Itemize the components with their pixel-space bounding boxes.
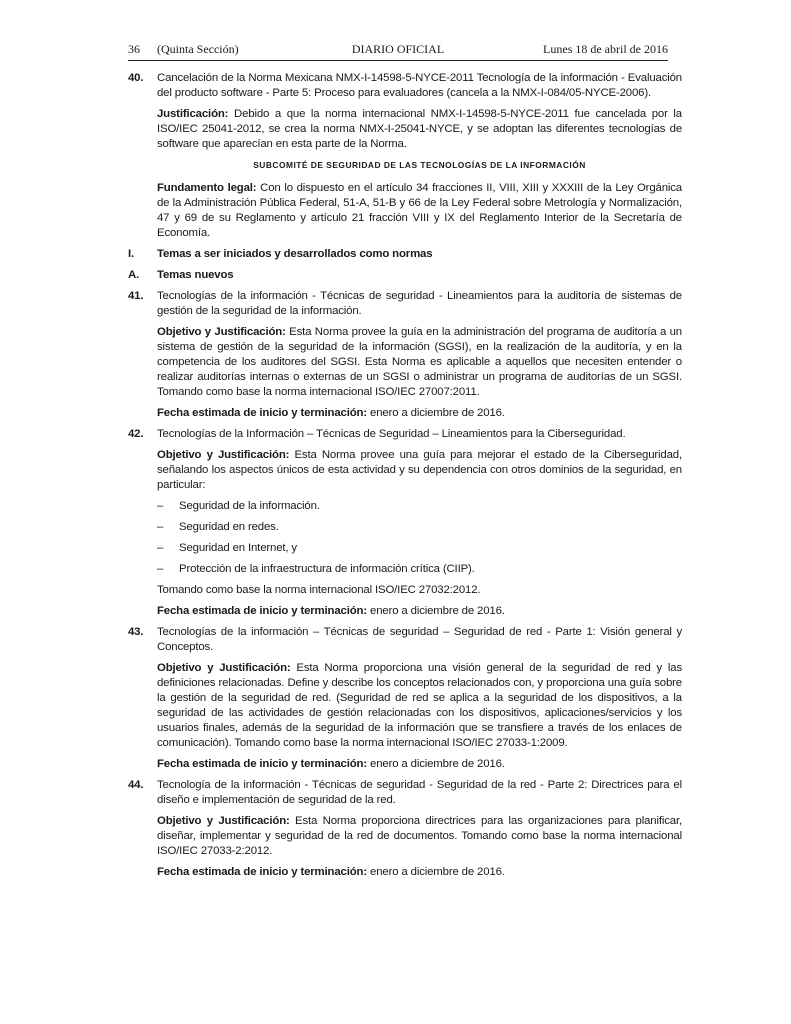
objective-text: Esta Norma proporciona directrices para las organizaciones para planificar, diseñar, implementar y seguridad de la red de documentos. Tomando como base la norma internacional ISO/IEC 27033-2:2012. bbox=[157, 815, 683, 857]
objective-paragraph bbox=[128, 661, 682, 751]
justification-label: Justificación: bbox=[157, 108, 229, 120]
item-title: Tecnología de la información - Técnicas de seguridad - Seguridad de la red - Parte 2: Directrices para el diseño e implementación de seguridad de la red. bbox=[157, 779, 682, 806]
date-label: Fecha estimada de inicio y terminación: bbox=[157, 758, 368, 770]
item-title: Tecnologías de la información – Técnicas de seguridad – Seguridad de red - Parte 1: Visión general y Conceptos. bbox=[157, 626, 682, 653]
dash-marker: – bbox=[157, 563, 164, 575]
objective-paragraph bbox=[128, 814, 682, 859]
justification-text: Debido a que la norma internacional NMX-I-14598-5-NYCE-2011 fue cancelada por la ISO/IEC 25041-2012, se crea la norma NMX-I-25041-NYCE, y se adoptan las diferentes tecnologías de software que aparecían en esta parte de la Norma. bbox=[157, 108, 682, 150]
objective-label: Objetivo y Justificación: bbox=[157, 449, 290, 461]
objective-text: Esta Norma provee una guía para mejorar el estado de la Ciberseguridad, señalando los aspectos únicos de esta actividad y su dependencia con otros dominios de la seguridad, en particular: bbox=[157, 449, 682, 491]
page-header bbox=[128, 42, 668, 61]
section-A-heading bbox=[128, 268, 682, 283]
objective-text: Esta Norma provee la guía en la administración del programa de auditoría a un sistema de gestión de la seguridad de la información (SGSI), en la realización de la auditoría, y en la competencia de los auditores del SGSI. Esta Norma es aplicable a aquellos que necesiten entender o realizar auditorías internas o externas de un SGSI o administrar un programa de auditorías de un SGSI. Tomando como base la norma internacional ISO/IEC 27007:2011. bbox=[157, 326, 682, 398]
justification-paragraph bbox=[128, 107, 682, 152]
section-title: Temas nuevos bbox=[157, 269, 234, 281]
item-number: 42. bbox=[128, 428, 144, 440]
item-44 bbox=[128, 778, 682, 808]
date-text: enero a diciembre de 2016. bbox=[367, 758, 505, 770]
section-I-heading bbox=[128, 247, 682, 262]
objective-text: Esta Norma proporciona una visión general de la seguridad de red y las definiciones relacionadas. Define y describe los conceptos relacionados con, y proporciona una guía sobre la gestión de la seguridad de red. (Seguridad de red se aplica a la seguridad de los dispositivos, a la seguridad de las actividades de gestión relacionadas con los dispositivos, aplicaciones/servicios y los usuarios finales, además de la seguridad de la información que se transfiere a través de los enlaces de comunicación). Tomando como base la norma internacional ISO/IEC 27033-1:2009. bbox=[157, 662, 682, 749]
item-42 bbox=[128, 427, 682, 442]
section-title: Temas a ser iniciados y desarrollados como normas bbox=[157, 248, 433, 260]
list-item bbox=[128, 520, 682, 535]
item-title: Cancelación de la Norma Mexicana NMX-I-14598-5-NYCE-2011 Tecnología de la información - Evaluación del producto software - Parte 5: Proceso para evaluadores (cancela a la NMX-I-084/05-NYCE-2006). bbox=[157, 72, 682, 99]
item-number: 43. bbox=[128, 626, 144, 638]
date-label: Fecha estimada de inicio y terminación: bbox=[157, 407, 368, 419]
publication-date: Lunes 18 de abril de 2016 bbox=[543, 42, 668, 56]
dash-marker: – bbox=[157, 542, 164, 554]
date-text: enero a diciembre de 2016. bbox=[367, 866, 505, 878]
list-item bbox=[128, 541, 682, 556]
page-number: 36 bbox=[128, 42, 140, 56]
item-number: 41. bbox=[128, 290, 144, 302]
item-40 bbox=[128, 71, 682, 101]
item-number: 40. bbox=[128, 72, 144, 84]
section-number: A. bbox=[128, 269, 140, 281]
legal-basis-text: Con lo dispuesto en el artículo 34 fracciones II, VIII, XIII y XXXIII de la Ley Orgánica de la Administración Pública Federal, 51-A, 51-B y 66 de la Ley Federal sobre Metrología y Normalización, 47 y 69 de su Reglamento y artículo 21 fracción VIII y IX del Reglamento Interior de la Secretaría de Economía. bbox=[157, 182, 682, 239]
list-item-text: Seguridad en redes. bbox=[179, 521, 279, 533]
list-item bbox=[128, 499, 682, 514]
date-paragraph bbox=[128, 865, 682, 880]
objective-paragraph bbox=[128, 325, 682, 400]
subcommittee-heading: SUBCOMITÉ DE SEGURIDAD DE LAS TECNOLOGÍAS DE LA INFORMACIÓN bbox=[253, 160, 586, 170]
publication-title: DIARIO OFICIAL bbox=[351, 42, 445, 56]
section-number: I. bbox=[128, 248, 135, 260]
dash-marker: – bbox=[157, 500, 164, 512]
item-number: 44. bbox=[128, 779, 144, 791]
date-paragraph bbox=[128, 406, 682, 421]
date-paragraph bbox=[128, 604, 682, 619]
objective-label: Objetivo y Justificación: bbox=[157, 326, 286, 338]
item-41 bbox=[128, 289, 682, 319]
date-label: Fecha estimada de inicio y terminación: bbox=[157, 605, 368, 617]
objective-label: Objetivo y Justificación: bbox=[157, 662, 291, 674]
list-item bbox=[128, 562, 682, 577]
date-label: Fecha estimada de inicio y terminación: bbox=[157, 866, 368, 878]
list-item-text: Seguridad de la información. bbox=[179, 500, 320, 512]
item-title: Tecnologías de la Información – Técnicas de Seguridad – Lineamientos para la Ciberseguridad. bbox=[157, 428, 626, 440]
date-text: enero a diciembre de 2016. bbox=[367, 407, 505, 419]
objective-label: Objetivo y Justificación: bbox=[157, 815, 290, 827]
list-item-text: Protección de la infraestructura de información crítica (CIIP). bbox=[179, 563, 475, 575]
item-43 bbox=[128, 625, 682, 655]
date-text: enero a diciembre de 2016. bbox=[367, 605, 505, 617]
base-standard-paragraph: Tomando como base la norma internacional ISO/IEC 27032:2012. bbox=[157, 584, 481, 596]
dash-marker: – bbox=[157, 521, 164, 533]
objective-paragraph bbox=[128, 448, 682, 493]
list-item-text: Seguridad en Internet, y bbox=[179, 542, 297, 554]
document-body bbox=[128, 71, 682, 886]
section-label: (Quinta Sección) bbox=[157, 42, 239, 56]
legal-basis-label: Fundamento legal: bbox=[157, 182, 257, 194]
date-paragraph bbox=[128, 757, 682, 772]
legal-basis-paragraph bbox=[128, 181, 682, 241]
item-title: Tecnologías de la información - Técnicas de seguridad - Lineamientos para la auditoría de sistemas de gestión de la seguridad de la información. bbox=[157, 290, 682, 317]
